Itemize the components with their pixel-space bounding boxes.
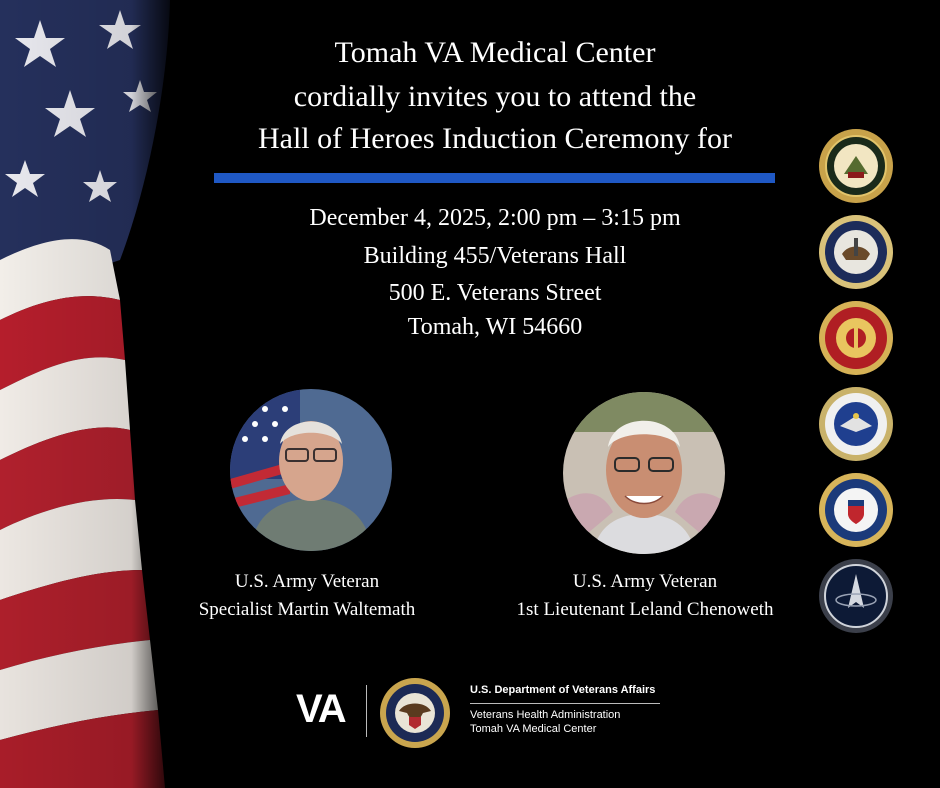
honoree-caption [480, 568, 810, 624]
va-seal-icon [379, 677, 451, 749]
department-name: U.S. Department of Veterans Affairs [470, 684, 656, 696]
air-force-seal-icon [818, 386, 894, 462]
event-street: 500 E. Veterans Street [388, 280, 602, 306]
coast-guard-seal-icon [818, 472, 894, 548]
event-venue: Building 455/Veterans Hall [363, 243, 627, 269]
department-divider [470, 703, 660, 704]
space-force-seal-icon [818, 558, 894, 634]
logo-divider [366, 685, 367, 737]
honoree-photo [563, 392, 725, 554]
invitation-text: cordially invites you to attend the [293, 80, 697, 113]
va-logo: VA [296, 687, 345, 731]
honoree-name: Specialist Martin Waltemath [198, 599, 416, 620]
honoree-caption [142, 568, 472, 624]
marine-corps-seal-icon [818, 300, 894, 376]
honoree-title: U.S. Army Veteran [234, 571, 380, 592]
event-datetime: December 4, 2025, 2:00 pm – 3:15 pm [309, 205, 681, 231]
medical-center-name: Tomah VA Medical Center [470, 723, 597, 735]
accent-divider [214, 173, 775, 183]
event-title: Hall of Heroes Induction Ceremony for [257, 122, 733, 155]
administration-name: Veterans Health Administration [470, 709, 621, 721]
honoree-title: U.S. Army Veteran [572, 571, 718, 592]
invitation-host: Tomah VA Medical Center [334, 36, 656, 69]
honoree-photo [230, 389, 392, 551]
army-seal-icon [818, 128, 894, 204]
honoree-name: 1st Lieutenant Leland Chenoweth [516, 599, 774, 620]
navy-seal-icon [818, 214, 894, 290]
american-flag-image [0, 0, 175, 788]
event-city: Tomah, WI 54660 [407, 314, 583, 340]
